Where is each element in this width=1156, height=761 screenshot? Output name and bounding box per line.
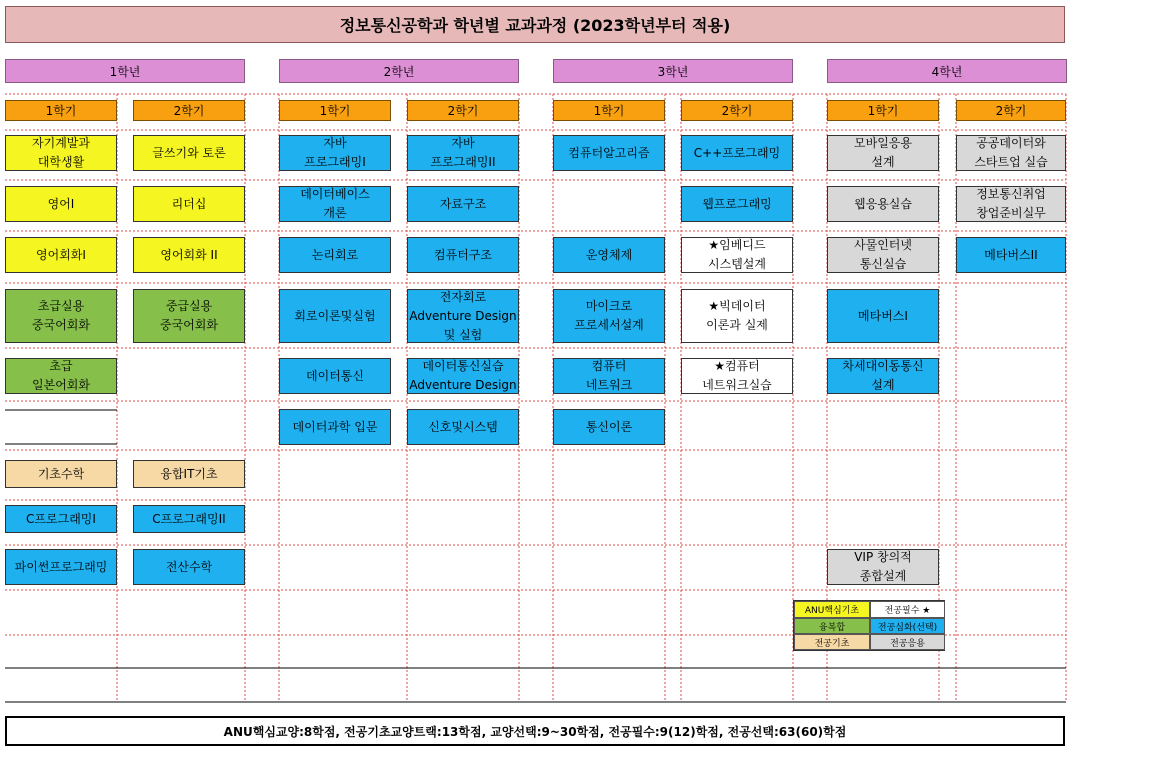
course-cell: 영어회화I [5,237,117,273]
page-title: 정보통신공학과 학년별 교과과정 (2023학년부터 적용) [5,6,1065,43]
year-header-2: 2학년 [279,59,519,83]
course-cell: 데이터베이스 개론 [279,186,391,222]
course-cell: 모바일응용 설계 [827,135,939,171]
course-cell: 데이터과학 입문 [279,409,391,445]
course-cell: 자바 프로그래밍II [407,135,519,171]
course-cell: 영어회화 II [133,237,245,273]
course-cell: 신호및시스템 [407,409,519,445]
course-cell: 웹응용실습 [827,186,939,222]
course-cell: 융합IT기초 [133,460,245,488]
legend [793,600,945,651]
course-cell: 회로이론및실험 [279,289,391,343]
course-cell: 논리회로 [279,237,391,273]
course-cell: ★빅데이터 이론과 실제 [681,289,793,343]
course-cell: 초급 일본어회화 [5,358,117,394]
course-cell: 정보통신취업 창업준비실무 [956,186,1066,222]
semester-header: 2학기 [133,100,245,121]
course-cell: 전자회로 Adventure Design 및 실험 [407,289,519,343]
semester-header: 2학기 [407,100,519,121]
course-cell: 컴퓨터 네트워크 [553,358,665,394]
course-cell: 리더십 [133,186,245,222]
legend-convergence: 융복합 [794,618,870,634]
semester-header: 1학기 [553,100,665,121]
course-cell: 기초수학 [5,460,117,488]
course-cell: 전산수학 [133,549,245,585]
legend-applied: 전공응용 [870,634,945,650]
legend-advanced: 전공심화(선택) [870,618,945,634]
year-header-1: 1학년 [5,59,245,83]
course-cell: 컴퓨터구조 [407,237,519,273]
course-cell: 글쓰기와 토론 [133,135,245,171]
semester-header: 1학기 [279,100,391,121]
course-cell: 영어I [5,186,117,222]
course-cell: 사물인터넷 통신실습 [827,237,939,273]
course-cell: 컴퓨터알고리즘 [553,135,665,171]
semester-header: 1학기 [5,100,117,121]
course-cell: 메타버스I [827,289,939,343]
course-cell: 공공데이터와 스타트업 실습 [956,135,1066,171]
course-cell: 자료구조 [407,186,519,222]
semester-header: 2학기 [681,100,793,121]
legend-required: 전공필수 ★ [870,601,945,618]
course-cell: C++프로그래밍 [681,135,793,171]
course-cell: 초급실용 중국어회화 [5,289,117,343]
course-cell: 데이터통신실습 Adventure Design [407,358,519,394]
credit-summary: ANU핵심교양:8학점, 전공기초교양트랙:13학점, 교양선택:9~30학점, 전공필수:9(12)학점, 전공선택:63(60)학점 [5,716,1065,746]
course-cell: 차세대이동통신 설계 [827,358,939,394]
legend-core: ANU핵심기초 [794,601,870,618]
semester-header: 1학기 [827,100,939,121]
course-cell: C프로그래밍I [5,505,117,533]
course-cell: 운영체제 [553,237,665,273]
year-header-4: 4학년 [827,59,1067,83]
course-cell: 자바 프로그래밍I [279,135,391,171]
course-cell: 데이터통신 [279,358,391,394]
course-cell: 마이크로 프로세서설계 [553,289,665,343]
course-cell: 메타버스II [956,237,1066,273]
course-cell: C프로그래밍II [133,505,245,533]
course-cell: ★임베디드 시스템설계 [681,237,793,273]
course-cell: VIP 창의적 종합설계 [827,549,939,585]
course-cell: 중급실용 중국어회화 [133,289,245,343]
course-cell: 웹프로그래밍 [681,186,793,222]
course-cell: 통신이론 [553,409,665,445]
legend-basic: 전공기초 [794,634,870,650]
course-cell: ★컴퓨터 네트워크실습 [681,358,793,394]
course-cell: 자기계발과 대학생활 [5,135,117,171]
semester-header: 2학기 [956,100,1066,121]
course-cell: 파이썬프로그래밍 [5,549,117,585]
year-header-3: 3학년 [553,59,793,83]
